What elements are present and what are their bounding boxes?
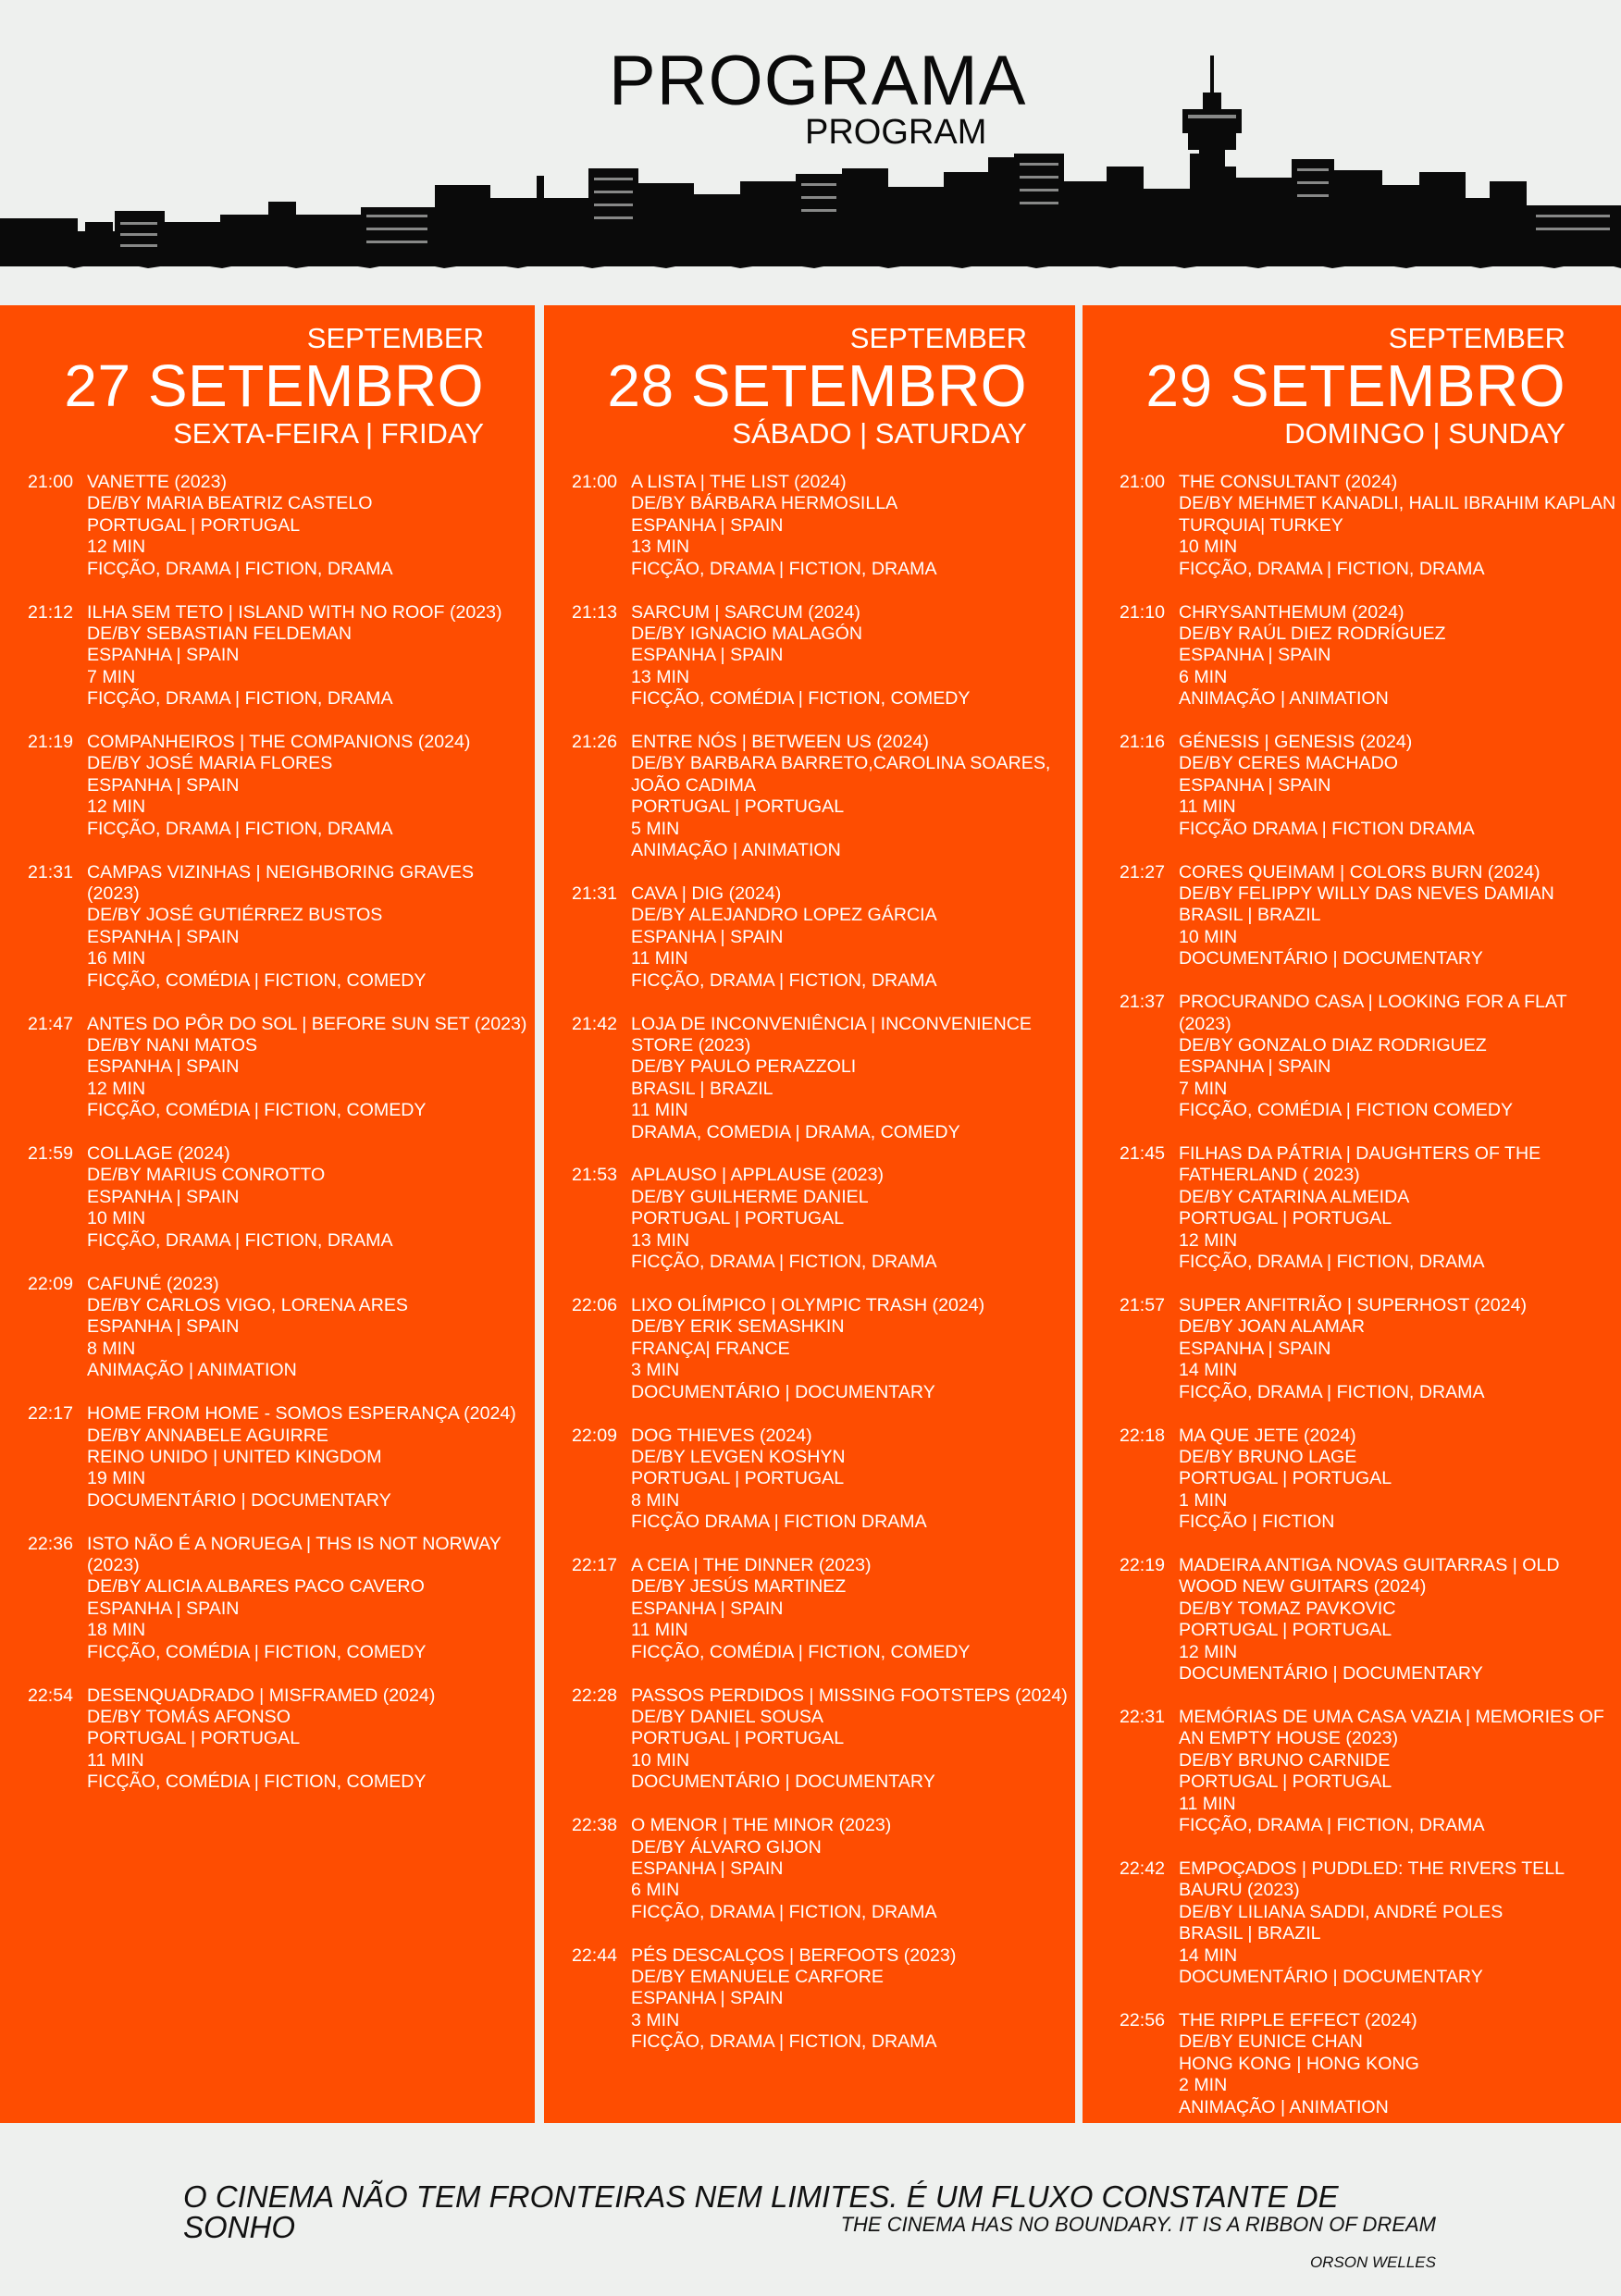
film-country: ESPANHA | SPAIN: [1179, 1338, 1331, 1359]
month-en: SEPTEMBER: [1388, 322, 1565, 354]
film-entry: [1120, 472, 1617, 580]
film-title: PÉS DESCALÇOS | BERFOOTS (2023): [631, 1944, 957, 1966]
film-director: DE/BY ANNABELE AGUIRRE: [87, 1425, 328, 1446]
film-entry: [1120, 1295, 1617, 1403]
film-list: [28, 472, 531, 1815]
film-director: DE/BY GUILHERME DANIEL: [631, 1186, 869, 1207]
film-director: DE/BY SEBASTIAN FELDEMAN: [87, 623, 353, 644]
film-title: ANTES DO PÔR DO SOL | BEFORE SUN SET (2023): [87, 1013, 527, 1034]
film-entry: [572, 732, 1071, 861]
film-duration: 10 MIN: [1179, 537, 1238, 558]
film-genre: ANIMAÇÃO | ANIMATION: [1179, 2096, 1389, 2117]
film-director: DE/BY BRUNO CARNIDE: [1179, 1749, 1391, 1771]
film-entry: [1120, 1555, 1617, 1685]
film-genre: FICÇÃO, DRAMA | FICTION, DRAMA: [631, 2031, 937, 2053]
film-entry: [572, 1815, 1071, 1923]
film-genre: FICÇÃO, DRAMA | FICTION, DRAMA: [1179, 1252, 1485, 1273]
film-duration: 14 MIN: [1179, 1360, 1238, 1381]
film-entry: [28, 1014, 531, 1122]
film-duration: 13 MIN: [631, 1229, 690, 1251]
screening-time: 21:10: [1120, 601, 1166, 623]
film-duration: 16 MIN: [87, 948, 146, 969]
film-director: DE/BY IGNACIO MALAGÓN: [631, 623, 863, 644]
screening-time: 21:53: [572, 1165, 618, 1186]
screening-time: 22:17: [572, 1555, 618, 1576]
film-genre: DRAMA, COMEDIA | DRAMA, COMEDY: [631, 1121, 960, 1142]
film-entry: [28, 472, 531, 580]
film-country: PORTUGAL | PORTUGAL: [631, 1208, 845, 1229]
film-genre: FICÇÃO, DRAMA | FICTION, DRAMA: [631, 1901, 937, 1922]
film-director: DE/BY CATARINA ALMEIDA: [1179, 1186, 1410, 1207]
day-header: [607, 324, 1027, 448]
film-entry: [572, 1014, 1071, 1143]
film-entry: [1120, 1426, 1617, 1534]
film-country: ESPANHA | SPAIN: [631, 1858, 784, 1879]
film-director: DE/BY FELIPPY WILLY DAS NEVES DAMIAN: [1179, 883, 1554, 904]
film-title: COLLAGE (2024): [87, 1143, 230, 1165]
film-director: DE/BY BRUNO LAGE: [1179, 1446, 1357, 1467]
day-header: [1145, 324, 1565, 448]
film-info: [87, 1403, 531, 1512]
screening-time: 22:38: [572, 1815, 618, 1836]
film-genre: DOCUMENTÁRIO | DOCUMENTARY: [631, 1381, 935, 1402]
film-duration: 3 MIN: [631, 2009, 680, 2031]
film-genre: FICÇÃO, COMÉDIA | FICTION, COMEDY: [87, 1641, 427, 1662]
film-genre: FICÇÃO, COMÉDIA | FICTION, COMEDY: [87, 1771, 427, 1793]
film-entry: [572, 1295, 1071, 1403]
film-info: [631, 883, 1071, 992]
film-director: DE/BY JOAN ALAMAR: [1179, 1316, 1366, 1338]
film-genre: DOCUMENTÁRIO | DOCUMENTARY: [631, 1771, 935, 1793]
film-title: DESENQUADRADO | MISFRAMED (2024): [87, 1685, 436, 1706]
film-entry: [572, 472, 1071, 580]
film-title: SUPER ANFITRIÃO | SUPERHOST (2024): [1179, 1295, 1528, 1315]
date-pt: 29 SETEMBRO: [1145, 352, 1565, 419]
film-director: DE/BY ALEJANDRO LOPEZ GÁRCIA: [631, 905, 937, 926]
film-title: SARCUM | SARCUM (2024): [631, 601, 860, 623]
program-title: PROGRAMA: [609, 42, 1027, 120]
film-entry: [28, 1143, 531, 1252]
film-genre: FICÇÃO DRAMA | FICTION DRAMA: [1179, 818, 1475, 839]
film-info: [87, 472, 531, 580]
film-entry: [1120, 2010, 1617, 2118]
film-genre: FICÇÃO | FICTION: [1179, 1512, 1335, 1533]
film-country: ESPANHA | SPAIN: [87, 774, 240, 796]
film-genre: DOCUMENTÁRIO | DOCUMENTARY: [1179, 1663, 1483, 1685]
film-title: DOG THIEVES (2024): [631, 1425, 812, 1446]
film-duration: 8 MIN: [87, 1338, 136, 1359]
screening-time: 22:42: [1120, 1858, 1166, 1879]
film-duration: 6 MIN: [631, 1880, 680, 1901]
film-info: [1179, 1707, 1617, 1836]
film-info: [631, 1945, 1071, 2054]
film-entry: [28, 1534, 531, 1663]
program-subtitle: PROGRAM: [805, 113, 987, 152]
film-country: ESPANHA | SPAIN: [87, 1316, 240, 1338]
film-country: HONG KONG | HONG KONG: [1179, 2053, 1419, 2074]
film-director: DE/BY BARBARA BARRETO,CAROLINA SOARES, JOÃO CADIMA: [631, 753, 1051, 796]
film-duration: 2 MIN: [1179, 2075, 1228, 2096]
film-info: [1179, 472, 1617, 580]
screening-time: 21:47: [28, 1013, 74, 1034]
weekday: SEXTA-FEIRA | FRIDAY: [173, 417, 484, 450]
film-title: MEMÓRIAS DE UMA CASA VAZIA | MEMORIES OF AN EMPTY HOUSE (2023): [1179, 1707, 1604, 1749]
film-title: MA QUE JETE (2024): [1179, 1425, 1356, 1446]
day-column-saturday: [544, 305, 1075, 2123]
film-title: CHRYSANTHEMUM (2024): [1179, 601, 1404, 623]
film-title: THE CONSULTANT (2024): [1179, 472, 1398, 492]
film-info: [1179, 1858, 1617, 1988]
film-title: O MENOR | THE MINOR (2023): [631, 1815, 892, 1836]
screening-time: 21:31: [572, 883, 618, 904]
film-genre: DOCUMENTÁRIO | DOCUMENTARY: [87, 1489, 391, 1511]
film-director: DE/BY DANIEL SOUSA: [631, 1707, 823, 1727]
film-genre: DOCUMENTÁRIO | DOCUMENTARY: [1179, 948, 1483, 969]
film-genre: ANIMAÇÃO | ANIMATION: [1179, 688, 1389, 710]
screening-time: 21:59: [28, 1143, 74, 1165]
film-info: [87, 1014, 531, 1122]
month-en: SEPTEMBER: [306, 322, 484, 354]
film-entry: [572, 1426, 1071, 1534]
screening-time: 21:00: [572, 472, 618, 492]
film-director: DE/BY NANI MATOS: [87, 1034, 258, 1055]
screening-time: 21:42: [572, 1013, 618, 1034]
film-entry: [1120, 992, 1617, 1121]
film-entry: [1120, 862, 1617, 970]
film-title: THE RIPPLE EFFECT (2024): [1179, 2009, 1417, 2031]
film-info: [631, 1014, 1071, 1143]
film-genre: FICÇÃO, DRAMA | FICTION, DRAMA: [1179, 558, 1485, 579]
film-genre: FICÇÃO, DRAMA | FICTION, DRAMA: [87, 688, 393, 710]
film-director: DE/BY ALICIA ALBARES PACO CAVERO: [87, 1576, 425, 1598]
film-info: [631, 1295, 1071, 1403]
film-entry: [572, 1685, 1071, 1794]
film-country: ESPANHA | SPAIN: [631, 926, 784, 947]
film-title: PASSOS PERDIDOS | MISSING FOOTSTEPS (2024): [631, 1685, 1068, 1706]
film-genre: FICÇÃO, DRAMA | FICTION, DRAMA: [1179, 1815, 1485, 1836]
film-info: [87, 1685, 531, 1794]
film-entry: [1120, 1143, 1617, 1273]
film-country: ESPANHA | SPAIN: [631, 1988, 784, 2009]
screening-time: 22:09: [572, 1425, 618, 1446]
film-duration: 11 MIN: [631, 1620, 688, 1641]
screening-time: 21:27: [1120, 861, 1166, 883]
film-entry: [1120, 732, 1617, 840]
film-duration: 11 MIN: [631, 1100, 688, 1121]
weekday: DOMINGO | SUNDAY: [1284, 417, 1565, 450]
film-director: DE/BY CERES MACHADO: [1179, 753, 1398, 774]
film-country: PORTUGAL | PORTUGAL: [1179, 1620, 1392, 1641]
header: [0, 0, 1621, 296]
film-title: EMPOÇADOS | PUDDLED: THE RIVERS TELL BAURU (2023): [1179, 1858, 1565, 1901]
film-info: [87, 732, 531, 840]
film-country: PORTUGAL | PORTUGAL: [87, 1728, 301, 1749]
film-duration: 19 MIN: [87, 1468, 146, 1489]
film-genre: FICÇÃO DRAMA | FICTION DRAMA: [631, 1512, 927, 1533]
film-director: DE/BY JESÚS MARTINEZ: [631, 1576, 847, 1598]
footer-author: ORSON WELLES: [1309, 2253, 1436, 2271]
film-director: DE/BY MARIUS CONROTTO: [87, 1165, 326, 1186]
film-genre: FICÇÃO, COMÉDIA | FICTION, COMEDY: [87, 969, 427, 991]
screening-time: 21:19: [28, 732, 74, 753]
film-title: A LISTA | THE LIST (2024): [631, 472, 847, 492]
film-duration: 12 MIN: [1179, 1641, 1238, 1662]
weekday: SÁBADO | SATURDAY: [732, 417, 1027, 450]
film-info: [631, 732, 1071, 861]
film-country: PORTUGAL | PORTUGAL: [1179, 1468, 1392, 1489]
film-title: ILHA SEM TETO | ISLAND WITH NO ROOF (2023): [87, 601, 502, 623]
screening-time: 22:28: [572, 1685, 618, 1706]
film-country: ESPANHA | SPAIN: [87, 926, 240, 947]
film-info: [631, 1555, 1071, 1663]
film-entry: [28, 602, 531, 710]
film-director: DE/BY TOMÁS AFONSO: [87, 1707, 291, 1727]
film-entry: [1120, 1707, 1617, 1836]
film-title: VANETTE (2023): [87, 472, 227, 492]
film-director: DE/BY ERIK SEMASHKIN: [631, 1316, 845, 1338]
screening-time: 21:00: [28, 472, 74, 492]
film-info: [1179, 2010, 1617, 2118]
film-info: [1179, 992, 1617, 1121]
film-genre: FICÇÃO, COMÉDIA | FICTION, COMEDY: [631, 688, 971, 710]
screening-time: 22:54: [28, 1685, 74, 1706]
screening-time: 21:57: [1120, 1295, 1166, 1315]
film-duration: 12 MIN: [1179, 1229, 1238, 1251]
film-director: DE/BY JOSÉ GUTIÉRREZ BUSTOS: [87, 905, 383, 926]
film-duration: 5 MIN: [631, 818, 680, 839]
film-director: DE/BY TOMAZ PAVKOVIC: [1179, 1598, 1396, 1619]
film-director: DE/BY GONZALO DIAZ RODRIGUEZ: [1179, 1034, 1487, 1055]
film-title: CAVA | DIG (2024): [631, 883, 782, 904]
film-country: ESPANHA | SPAIN: [87, 1056, 240, 1078]
film-director: DE/BY BÁRBARA HERMOSILLA: [631, 493, 898, 514]
film-info: [87, 602, 531, 710]
film-info: [631, 1165, 1071, 1273]
film-duration: 1 MIN: [1179, 1489, 1228, 1511]
film-info: [1179, 1426, 1617, 1534]
film-director: DE/BY PAULO PERAZZOLI: [631, 1056, 857, 1078]
film-country: ESPANHA | SPAIN: [87, 1598, 240, 1619]
film-duration: 10 MIN: [87, 1208, 146, 1229]
film-entry: [28, 732, 531, 840]
screening-time: 22:18: [1120, 1425, 1166, 1446]
day-header: [64, 324, 484, 448]
screening-time: 22:56: [1120, 2009, 1166, 2031]
film-genre: FICÇÃO, COMÉDIA | FICTION COMEDY: [1179, 1100, 1514, 1121]
film-genre: FICÇÃO, DRAMA | FICTION, DRAMA: [87, 1229, 393, 1251]
screening-time: 22:09: [28, 1273, 74, 1294]
film-entry: [572, 1555, 1071, 1663]
screening-time: 22:36: [28, 1533, 74, 1554]
screening-time: 21:13: [572, 601, 618, 623]
film-duration: 10 MIN: [631, 1749, 690, 1771]
screening-time: 22:44: [572, 1944, 618, 1966]
film-country: ESPANHA | SPAIN: [631, 1598, 784, 1619]
film-genre: FICÇÃO, DRAMA | FICTION, DRAMA: [631, 969, 937, 991]
film-country: ESPANHA | SPAIN: [1179, 1056, 1331, 1078]
film-country: PORTUGAL | PORTUGAL: [631, 1468, 845, 1489]
film-duration: 3 MIN: [631, 1360, 680, 1381]
film-info: [87, 1534, 531, 1663]
film-entry: [28, 1274, 531, 1382]
film-country: ESPANHA | SPAIN: [87, 1186, 240, 1207]
screening-time: 22:19: [1120, 1555, 1166, 1576]
film-director: DE/BY EUNICE CHAN: [1179, 2031, 1363, 2053]
film-country: PORTUGAL | PORTUGAL: [87, 514, 301, 536]
film-title: ENTRE NÓS | BETWEEN US (2024): [631, 732, 929, 753]
film-entry: [572, 883, 1071, 992]
film-entry: [572, 1945, 1071, 2054]
film-info: [631, 1426, 1071, 1534]
date-pt: 27 SETEMBRO: [64, 352, 484, 419]
film-country: TURQUIA| TURKEY: [1179, 514, 1343, 536]
film-info: [1179, 1295, 1617, 1403]
film-country: ESPANHA | SPAIN: [631, 645, 784, 666]
screening-time: 21:12: [28, 601, 74, 623]
film-country: PORTUGAL | PORTUGAL: [631, 1728, 845, 1749]
film-duration: 11 MIN: [631, 948, 688, 969]
film-duration: 14 MIN: [1179, 1944, 1238, 1966]
film-entry: [1120, 1858, 1617, 1988]
film-title: MADEIRA ANTIGA NOVAS GUITARRAS | OLD WOOD NEW GUITARS (2024): [1179, 1555, 1560, 1598]
film-info: [87, 1274, 531, 1382]
film-info: [631, 472, 1071, 580]
screening-time: 21:00: [1120, 472, 1166, 492]
film-genre: FICÇÃO, DRAMA | FICTION, DRAMA: [631, 558, 937, 579]
film-title: ISTO NÃO É A NORUEGA | THS IS NOT NORWAY (2023): [87, 1533, 501, 1576]
film-duration: 11 MIN: [1179, 1793, 1236, 1814]
film-title: COMPANHEIROS | THE COMPANIONS (2024): [87, 732, 471, 753]
film-entry: [572, 1165, 1071, 1273]
film-title: CAFUNÉ (2023): [87, 1273, 219, 1294]
film-director: DE/BY EMANUELE CARFORE: [631, 1967, 884, 1988]
film-title: CAMPAS VIZINHAS | NEIGHBORING GRAVES (2023): [87, 861, 475, 904]
film-duration: 12 MIN: [87, 796, 146, 818]
film-title: HOME FROM HOME - SOMOS ESPERANÇA (2024): [87, 1403, 516, 1425]
film-title: LOJA DE INCONVENIÊNCIA | INCONVENIENCE STORE (2023): [631, 1013, 1032, 1055]
film-duration: 7 MIN: [1179, 1078, 1228, 1099]
screening-time: 21:26: [572, 732, 618, 753]
film-info: [1179, 1555, 1617, 1685]
film-title: GÉNESIS | GENESIS (2024): [1179, 732, 1413, 753]
film-duration: 12 MIN: [87, 537, 146, 558]
film-info: [1179, 732, 1617, 840]
film-duration: 6 MIN: [1179, 666, 1228, 687]
film-duration: 7 MIN: [87, 666, 136, 687]
film-director: DE/BY MEHMET KANADLI, HALIL IBRAHIM KAPLAN: [1179, 493, 1616, 514]
footer-quote-pt: O CINEMA NÃO TEM FRONTEIRAS NEM LIMITES. É UM FLUXO CONSTANTE DE SONHO: [183, 2179, 1339, 2244]
film-genre: FICÇÃO, COMÉDIA | FICTION, COMEDY: [631, 1641, 971, 1662]
film-list: [572, 472, 1071, 2075]
film-duration: 10 MIN: [1179, 926, 1238, 947]
film-country: PORTUGAL | PORTUGAL: [1179, 1771, 1392, 1793]
film-duration: 8 MIN: [631, 1489, 680, 1511]
film-country: BRASIL | BRAZIL: [631, 1078, 773, 1099]
film-duration: 13 MIN: [631, 537, 690, 558]
film-country: ESPANHA | SPAIN: [1179, 645, 1331, 666]
screening-time: 21:37: [1120, 992, 1166, 1013]
film-duration: 11 MIN: [1179, 796, 1236, 818]
film-info: [1179, 602, 1617, 710]
film-genre: ANIMAÇÃO | ANIMATION: [631, 840, 841, 861]
film-entry: [28, 1403, 531, 1512]
film-entry: [28, 1685, 531, 1794]
film-entry: [572, 602, 1071, 710]
film-country: BRASIL | BRAZIL: [1179, 905, 1321, 926]
film-genre: ANIMAÇÃO | ANIMATION: [87, 1360, 297, 1381]
film-genre: FICÇÃO, DRAMA | FICTION, DRAMA: [631, 1252, 937, 1273]
film-director: DE/BY JOSÉ MARIA FLORES: [87, 753, 333, 774]
film-info: [1179, 862, 1617, 970]
film-duration: 13 MIN: [631, 666, 690, 687]
film-genre: FICÇÃO, COMÉDIA | FICTION, COMEDY: [87, 1100, 427, 1121]
screening-time: 21:16: [1120, 732, 1166, 753]
film-director: DE/BY ÁLVARO GIJON: [631, 1836, 822, 1858]
month-en: SEPTEMBER: [849, 322, 1027, 354]
screening-time: 22:17: [28, 1403, 74, 1425]
film-duration: 11 MIN: [87, 1749, 144, 1771]
film-director: DE/BY LEVGEN KOSHYN: [631, 1446, 846, 1467]
film-country: FRANÇA| FRANCE: [631, 1338, 790, 1359]
film-title: PROCURANDO CASA | LOOKING FOR A FLAT (2023): [1179, 992, 1567, 1034]
film-country: BRASIL | BRAZIL: [1179, 1923, 1321, 1944]
film-title: A CEIA | THE DINNER (2023): [631, 1555, 872, 1576]
film-info: [87, 862, 531, 992]
film-director: DE/BY RAÚL DIEZ RODRÍGUEZ: [1179, 623, 1446, 644]
film-info: [631, 602, 1071, 710]
film-duration: 18 MIN: [87, 1620, 146, 1641]
film-country: ESPANHA | SPAIN: [631, 514, 784, 536]
film-country: REINO UNIDO | UNITED KINGDOM: [87, 1446, 382, 1467]
film-director: DE/BY MARIA BEATRIZ CASTELO: [87, 493, 373, 514]
film-genre: FICÇÃO, DRAMA | FICTION, DRAMA: [87, 818, 393, 839]
film-duration: 12 MIN: [87, 1078, 146, 1099]
film-genre: FICÇÃO, DRAMA | FICTION, DRAMA: [1179, 1381, 1485, 1402]
film-director: DE/BY CARLOS VIGO, LORENA ARES: [87, 1295, 409, 1315]
day-column-sunday: [1083, 305, 1621, 2123]
screening-time: 21:31: [28, 861, 74, 883]
screening-time: 21:45: [1120, 1143, 1166, 1165]
film-genre: FICÇÃO, DRAMA | FICTION, DRAMA: [87, 558, 393, 579]
film-entry: [28, 862, 531, 992]
film-director: DE/BY LILIANA SADDI, ANDRÉ POLES: [1179, 1901, 1503, 1922]
day-column-friday: [0, 305, 535, 2123]
film-country: PORTUGAL | PORTUGAL: [1179, 1208, 1392, 1229]
film-title: FILHAS DA PÁTRIA | DAUGHTERS OF THE FATHERLAND ( 2023): [1179, 1143, 1541, 1186]
screening-time: 22:31: [1120, 1707, 1166, 1727]
film-info: [1179, 1143, 1617, 1273]
film-country: ESPANHA | SPAIN: [1179, 774, 1331, 796]
footer-quote-en: THE CINEMA HAS NO BOUNDARY. IT IS A RIBBON OF DREAM: [840, 2213, 1436, 2236]
film-list: [1120, 472, 1617, 2123]
film-info: [631, 1685, 1071, 1794]
film-info: [631, 1815, 1071, 1923]
film-title: CORES QUEIMAM | COLORS BURN (2024): [1179, 861, 1541, 883]
film-country: PORTUGAL | PORTUGAL: [631, 796, 845, 818]
film-title: APLAUSO | APPLAUSE (2023): [631, 1165, 885, 1186]
film-country: ESPANHA | SPAIN: [87, 645, 240, 666]
film-entry: [1120, 602, 1617, 710]
screening-time: 22:06: [572, 1295, 618, 1315]
date-pt: 28 SETEMBRO: [607, 352, 1027, 419]
film-info: [87, 1143, 531, 1252]
film-genre: DOCUMENTÁRIO | DOCUMENTARY: [1179, 1966, 1483, 1987]
film-title: LIXO OLÍMPICO | OLYMPIC TRASH (2024): [631, 1295, 985, 1315]
